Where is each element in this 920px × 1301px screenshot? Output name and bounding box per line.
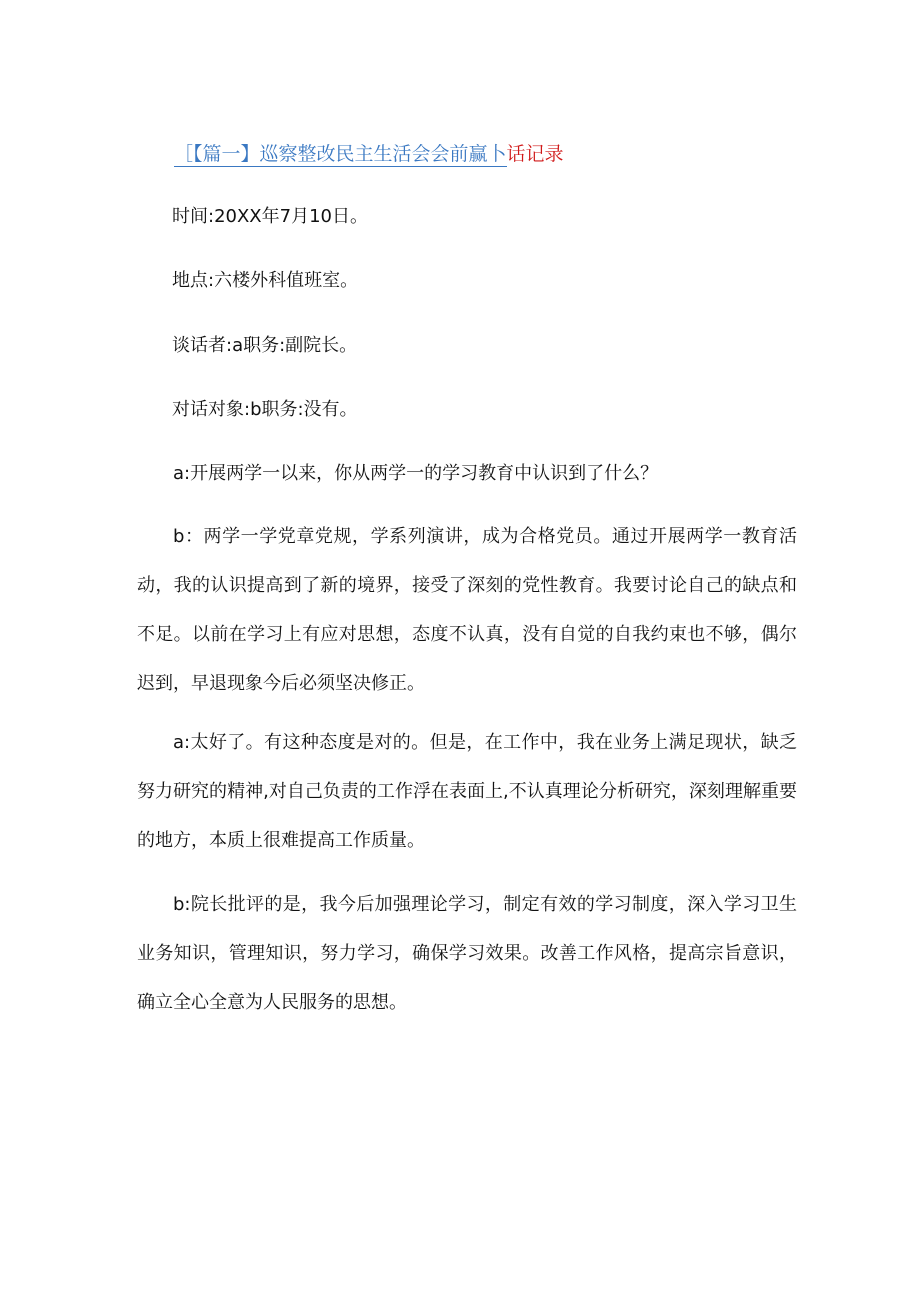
target-info: 对话对象:b职务:没有。: [172, 399, 358, 420]
dialogue-paragraph-1: a:开展两学一以来，你从两学一的学习教育中认识到了什么？: [173, 463, 659, 484]
meeting-time: 时间:20XX年7月10日。: [172, 206, 368, 227]
document-title: [174, 140, 564, 168]
dialogue-paragraph-4: b:院长批评的是，我今后加强理论学习，制定有效的学习制度，深入学习卫生业务知识，管理知识，努力学习，确保学习效果。改善工作风格，提高宗旨意识，确立全心全意为人民服务的思想。: [137, 894, 797, 1013]
title-link[interactable]: ［【篇一】巡察整改民主生活会会前赢卜: [174, 143, 507, 165]
speaker-info: 谈话者:a职务:副院长。: [172, 335, 358, 356]
meeting-place: 地点:六楼外科值班室。: [172, 270, 359, 291]
dialogue-paragraph-3: a:太好了。有这种态度是对的。但是，在工作中，我在业务上满足现状，缺乏努力研究的精神,对自己负责的工作浮在表面上,不认真理论分析研究，深刻理解重要的地方，本质上很难提高工作质量。: [137, 732, 797, 851]
dialogue-paragraph-2: b：两学一学党章党规，学系列演讲，成为合格党员。通过开展两学一教育活动，我的认识提高到了新的境界，接受了深刻的党性教育。我要讨论自己的缺点和不足。以前在学习上有应对思想，态度不认真，没有自觉的自我约束也不够，偶尔迟到，早退现象今后必须坚决修正。: [137, 526, 797, 694]
title-suffix: 话记录: [506, 143, 564, 165]
